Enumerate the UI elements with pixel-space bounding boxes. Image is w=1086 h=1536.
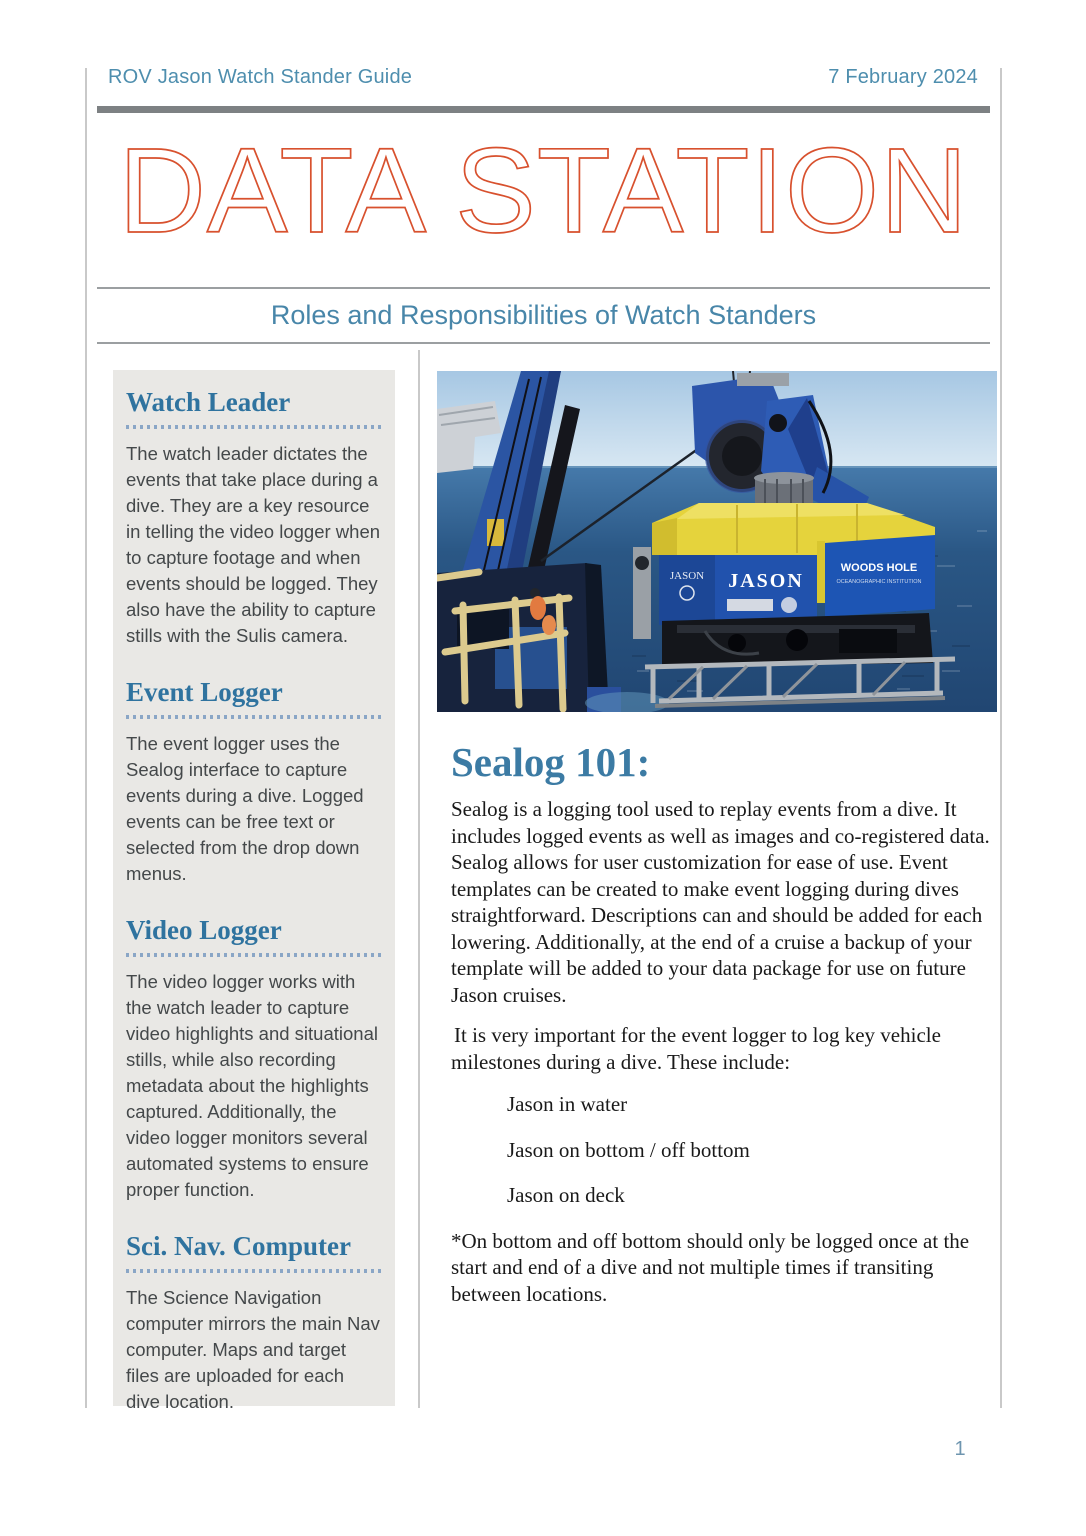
page-number: 1 bbox=[954, 1438, 966, 1460]
sidebar-body: The watch leader dictates the events that take place during a dive. They are a key resource in telling the video logger when to capture footage and when events should be logged. They also have the ability to capture stills with the Sulis camera. bbox=[126, 443, 381, 646]
rov-org-label: WOODS HOLE bbox=[840, 562, 918, 574]
head-top-fitting bbox=[737, 373, 789, 386]
article-heading: Sealog 101: bbox=[451, 739, 651, 785]
sidebar-body: The event logger uses the Sealog interface to capture events during a dive. Logged events can be free text or selected from the drop down menus. bbox=[126, 733, 364, 884]
life-vest bbox=[530, 596, 546, 620]
thruster-center bbox=[786, 629, 808, 651]
rov-deployment-photo bbox=[437, 371, 997, 712]
page-border-right bbox=[1000, 68, 1002, 1408]
instrument-housing bbox=[839, 629, 897, 653]
sidebar-section-watch-leader bbox=[126, 386, 382, 649]
article-footnote: *On bottom and off bottom should only be logged once at the start and end of a dive and not multiple times if transiting between locations. bbox=[451, 1228, 970, 1306]
column-divider bbox=[418, 350, 420, 1408]
life-vest-2 bbox=[542, 615, 556, 635]
milestone-list bbox=[451, 1091, 992, 1209]
subtitle-rule-top bbox=[97, 287, 990, 289]
milestone-item: Jason in water bbox=[507, 1092, 628, 1116]
sidebar-heading: Event Logger bbox=[126, 677, 283, 707]
sidebar-section-video-logger bbox=[126, 914, 382, 1203]
panel-gap bbox=[817, 541, 825, 603]
page-border-left bbox=[85, 68, 87, 1408]
rov-org-sublabel: OCEANOGRAPHIC INSTITUTION bbox=[836, 579, 922, 585]
sidebar-section-sci-nav-computer bbox=[126, 1230, 382, 1415]
milestone-item: Jason on deck bbox=[507, 1183, 625, 1207]
header-guide-title: ROV Jason Watch Stander Guide bbox=[108, 66, 413, 88]
roles-sidebar bbox=[113, 370, 395, 1412]
sidebar-section-event-logger bbox=[126, 676, 382, 887]
sidebar-heading: Watch Leader bbox=[126, 387, 291, 417]
rov-panel-right bbox=[825, 535, 935, 617]
article-paragraph-1: Sealog is a logging tool used to replay events from a dive. It includes logged events as well as images and co-registered data. Sealog allows for user customization for ease of use. Event templates can be created to make event logging during dives straightforward. Descriptions can and should be added for each lowering. Additionally, at the end of a cruise a backup of your template will be added to your data package for use on future Jason cruises. bbox=[451, 797, 990, 1007]
rov-side-label: JASON bbox=[669, 570, 705, 582]
page-subtitle: Roles and Responsibilities of Watch Standers bbox=[270, 300, 817, 330]
header-rule bbox=[97, 106, 990, 113]
sidebar-heading: Video Logger bbox=[126, 915, 282, 945]
thruster-left bbox=[728, 634, 746, 652]
rov-name-label: JASON bbox=[728, 570, 804, 592]
sidebar-body: The Science Navigation computer mirrors the main Nav computer. Maps and target files are uploaded for each dive location. bbox=[126, 1287, 380, 1412]
header-date: 7 February 2024 bbox=[828, 66, 978, 88]
sidebar-body: The video logger works with the watch leader to capture video highlights and situational stills, while also recording metadata about the highlights captured. Additionally, the video logger monitors several automated systems to ensure proper function. bbox=[126, 971, 378, 1200]
rov-sticker bbox=[727, 599, 773, 611]
page-title: DATA STATION bbox=[118, 122, 969, 258]
sealog-article bbox=[451, 738, 992, 1321]
rov-round-badge bbox=[781, 597, 797, 613]
rov-panel-left bbox=[659, 555, 715, 625]
cable-drum bbox=[769, 414, 787, 432]
flotation-endcap bbox=[652, 518, 677, 555]
dotted-divider bbox=[126, 715, 382, 719]
dotted-divider bbox=[126, 953, 382, 957]
milestone-item: Jason on bottom / off bottom bbox=[507, 1137, 750, 1162]
dotted-divider bbox=[126, 425, 382, 429]
sidebar-heading: Sci. Nav. Computer bbox=[126, 1231, 351, 1261]
manipulator-joint bbox=[635, 556, 649, 570]
article-paragraph-2: It is very important for the event logger to log key vehicle milestones during a dive. These include: bbox=[451, 1023, 941, 1074]
connector-flange bbox=[754, 472, 814, 484]
sheave-hub bbox=[722, 436, 762, 476]
subtitle-rule-bottom bbox=[97, 342, 990, 344]
dotted-divider bbox=[126, 1269, 382, 1273]
